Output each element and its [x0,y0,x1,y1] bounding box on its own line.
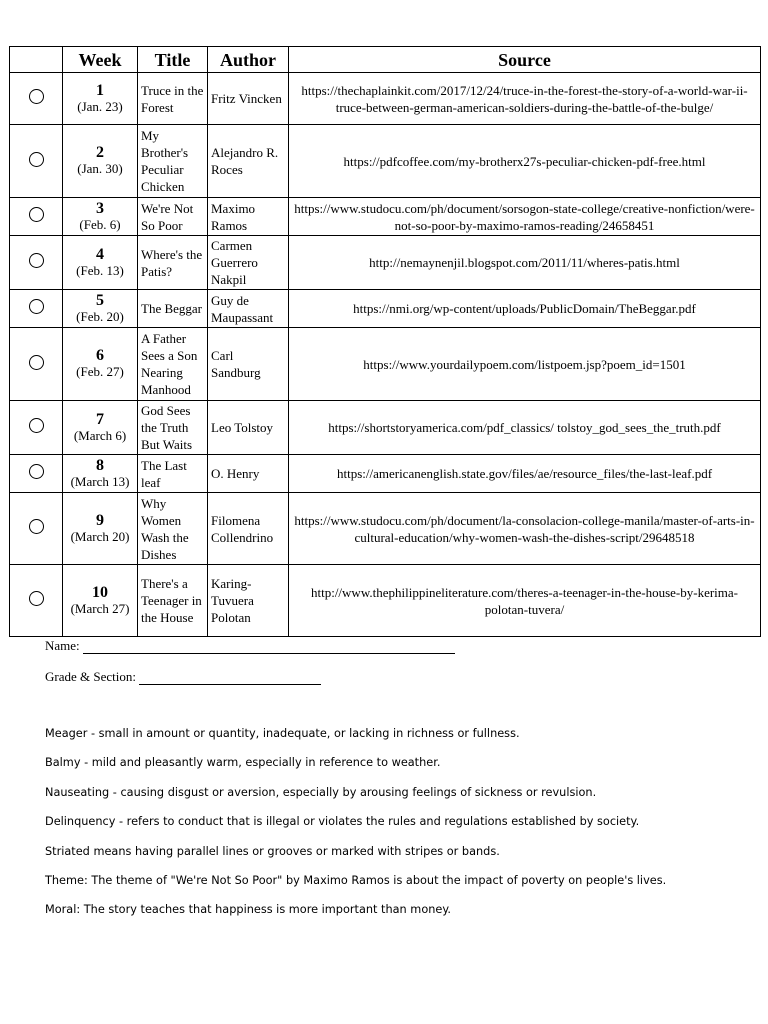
week-number: 2 [96,144,104,161]
table-row [10,455,761,493]
week-number: 6 [96,347,104,364]
row-radio-button[interactable] [29,464,44,479]
table-row [10,73,761,125]
grade-row [45,669,321,685]
row-radio-button[interactable] [29,207,44,222]
table-row [10,565,761,637]
header-source: Source [289,47,761,73]
story-title: God Sees the Truth But Waits [138,401,208,455]
row-radio-button[interactable] [29,418,44,433]
source-link[interactable]: https://nmi.org/wp-content/uploads/PublicDomain/TheBeggar.pdf [353,301,696,316]
week-date: (Feb. 20) [76,308,124,324]
story-title: The Last leaf [138,455,208,493]
story-author: Maximo Ramos [208,198,289,236]
name-label: Name: [45,638,80,653]
story-author: Guy de Maupassant [208,290,289,328]
week-date: (Feb. 13) [76,262,124,278]
week-date: (March 13) [70,473,130,489]
header-select [10,47,63,73]
header-week: Week [63,47,138,73]
week-date: (Jan. 23) [77,98,123,114]
definition-meager: Meager - small in amount or quantity, inadequate, or lacking in richness or fullness. [45,727,520,740]
story-title: Where's the Patis? [138,236,208,290]
week-date: (Feb. 27) [76,364,124,379]
story-author: Alejandro R. Roces [208,125,289,198]
table-header-row [10,47,761,73]
table-row [10,493,761,565]
story-author: Leo Tolstoy [208,401,289,455]
week-number: 3 [96,199,104,217]
row-radio-button[interactable] [29,519,44,534]
source-link[interactable]: https://americanenglish.state.gov/files/ae/resource_files/the-last-leaf.pdf [336,466,713,481]
week-date: (Jan. 30) [77,161,123,176]
week-number: 4 [96,245,104,263]
source-link[interactable]: https://shortstoryamerica.com/pdf_classics/ tolstoy_god_sees_the_truth.pdf [328,420,721,435]
story-title: Why Women Wash the Dishes [138,493,208,565]
week-date: (March 6) [73,427,127,443]
story-title: The Beggar [138,290,208,328]
source-link[interactable]: http://nemaynenjil.blogspot.com/2011/11/wheres-patis.html [369,255,680,270]
row-radio-button[interactable] [29,253,44,268]
table-row [10,328,761,401]
table-row [10,125,761,198]
row-radio-button[interactable] [29,299,44,314]
theme-note: Theme: The theme of "We're Not So Poor" by Maximo Ramos is about the impact of poverty on people's lives. [45,874,667,887]
table-row [10,198,761,236]
row-radio-button[interactable] [29,152,44,167]
definition-nauseating: Nauseating - causing disgust or aversion, especially by arousing feelings of sickness or revulsion. [45,786,597,799]
row-radio-button[interactable] [29,591,44,606]
table-row [10,290,761,328]
week-number: 8 [96,456,104,474]
week-number: 1 [96,81,104,99]
story-author: Fritz Vincken [208,73,289,125]
source-link[interactable]: https://pdfcoffee.com/my-brotherx27s-peculiar-chicken-pdf-free.html [343,153,706,169]
definition-delinquency: Delinquency - refers to conduct that is illegal or violates the rules and regulations established by society. [45,815,640,828]
story-title: We're Not So Poor [138,198,208,236]
reading-schedule-table [9,46,761,637]
story-author: Carl Sandburg [208,328,289,401]
story-author: Carmen Guerrero Nakpil [208,236,289,290]
definition-balmy: Balmy - mild and pleasantly warm, especially in reference to weather. [45,756,441,769]
story-author: Filomena Collendrino [208,493,289,565]
source-link[interactable]: https://www.studocu.com/ph/document/sorsogon-state-college/creative-nonfiction/were-not-so-poor-by-maximo-ramos-reading/24658451 [294,200,755,233]
week-date: (Feb. 6) [79,216,121,232]
name-row [45,638,455,654]
story-author: Karing-Tuvuera Polotan [208,565,289,637]
table-row [10,236,761,290]
week-date: (March 27) [70,600,130,616]
source-link[interactable]: https://www.yourdailypoem.com/listpoem.jsp?poem_id=1501 [363,356,686,372]
week-date: (March 20) [70,528,130,544]
story-author: O. Henry [208,455,289,493]
header-title: Title [138,47,208,73]
row-radio-button[interactable] [29,355,44,370]
week-number: 7 [96,410,104,428]
row-radio-button[interactable] [29,89,44,104]
week-number: 9 [96,511,104,529]
source-link[interactable]: https://thechaplainkit.com/2017/12/24/truce-in-the-forest-the-story-of-a-world-war-ii-truce-between-german-american-soldiers-during-the-battle-of-the-bulge/ [301,82,748,115]
source-link[interactable]: https://www.studocu.com/ph/document/la-consolacion-college-manila/master-of-arts-in-cultural-education/why-women-wash-the-dishes-script/29648518 [294,512,755,545]
week-number: 5 [96,291,104,309]
moral-note: Moral: The story teaches that happiness is more important than money. [45,903,452,916]
source-link[interactable]: http://www.thephilippineliterature.com/theres-a-teenager-in-the-house-by-kerima-polotan-tuvera/ [310,584,738,617]
story-title: My Brother's Peculiar Chicken [138,125,208,198]
table-row [10,401,761,455]
story-title: There's a Teenager in the House [138,565,208,637]
grade-section-label: Grade & Section: [45,669,136,684]
name-input-line[interactable] [83,638,455,654]
story-title: A Father Sees a Son Nearing Manhood [138,328,208,401]
week-number: 10 [92,583,108,601]
story-title: Truce in the Forest [138,73,208,125]
grade-section-input-line[interactable] [139,669,321,685]
definition-striated: Striated means having parallel lines or grooves or marked with stripes or bands. [45,845,500,858]
header-author: Author [208,47,289,73]
